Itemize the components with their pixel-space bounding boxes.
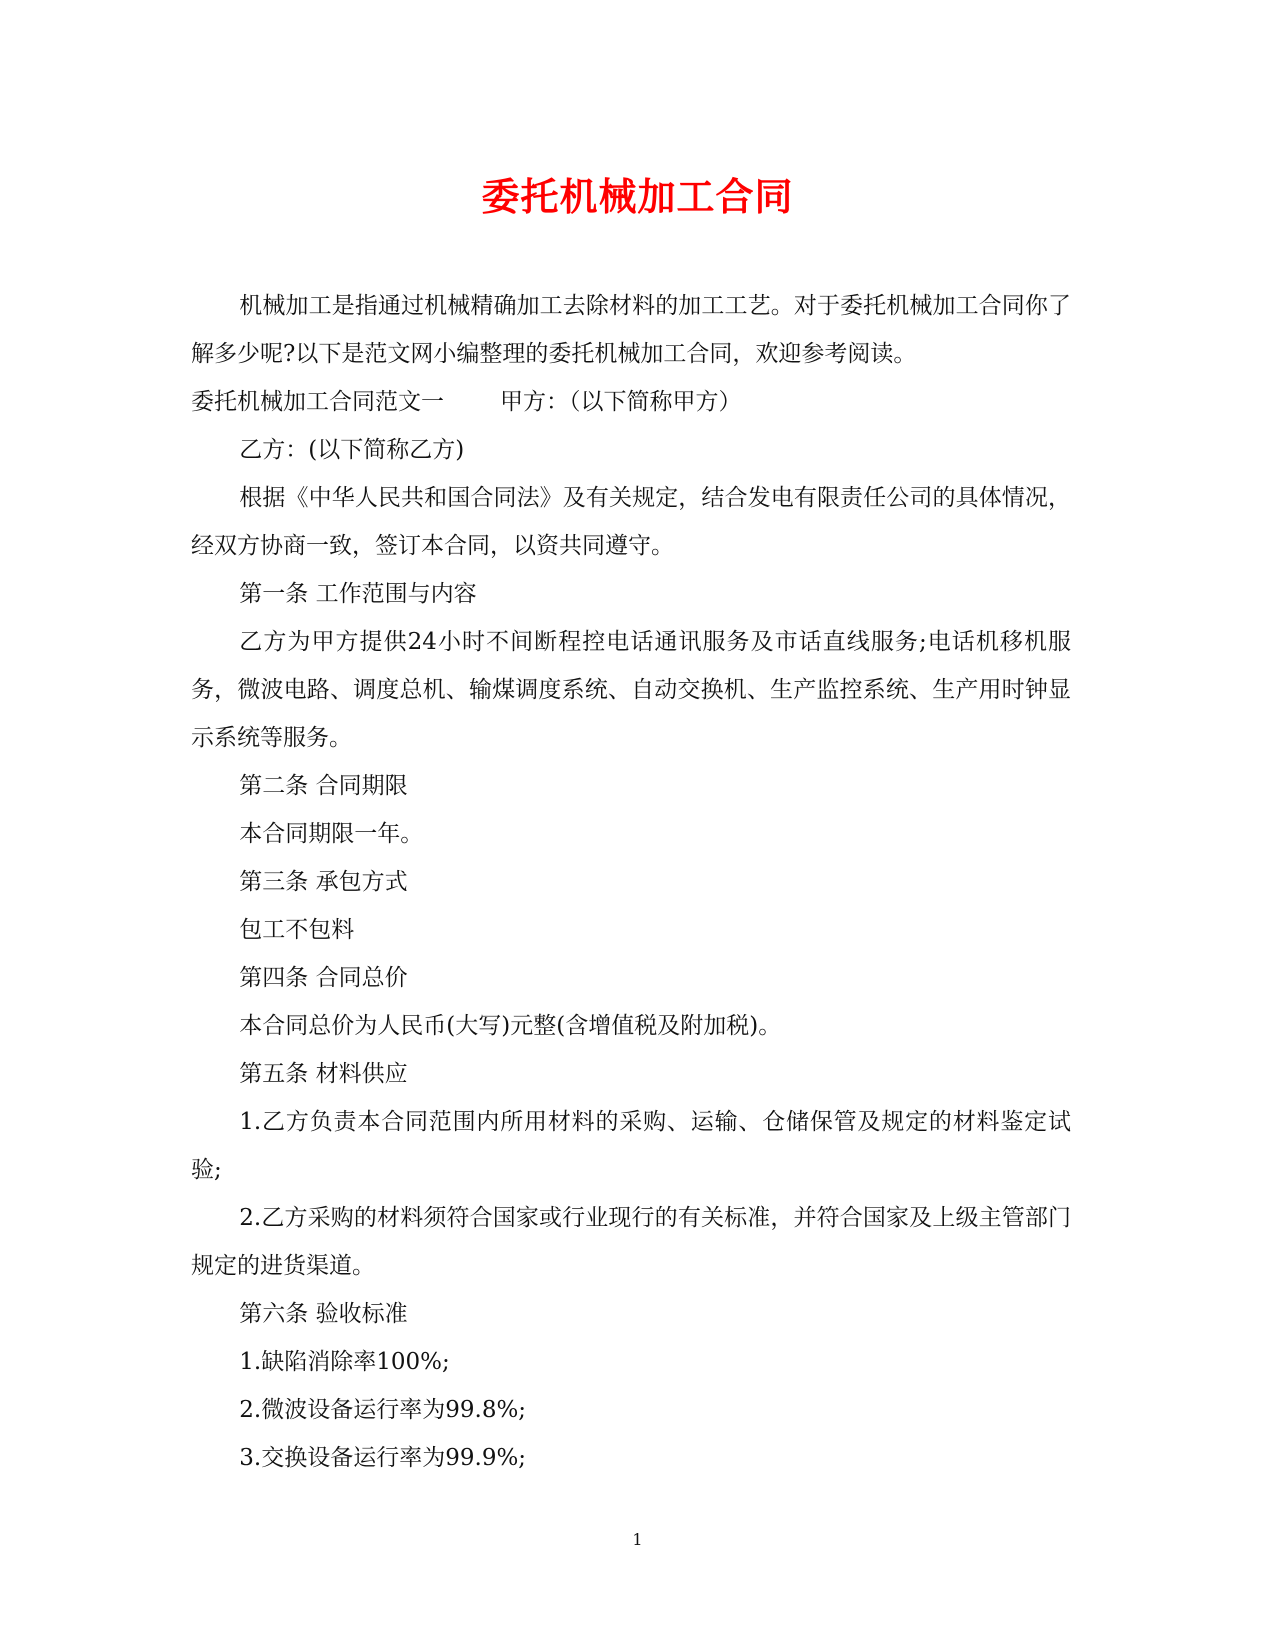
article-5-item-2: 2.乙方采购的材料须符合国家或行业现行的有关标准，并符合国家及上级主管部门规定的进货渠道。 (191, 1205, 1071, 1279)
sample-heading: 委托机械加工合同范文一 (191, 389, 444, 415)
article-2-title: 第二条 合同期限 (239, 773, 408, 799)
article-6-item-1: 1.缺陷消除率100%; (239, 1349, 450, 1375)
article-4-title: 第四条 合同总价 (239, 965, 408, 991)
article-3-body: 包工不包料 (239, 917, 355, 943)
article-5-title: 第五条 材料供应 (239, 1061, 408, 1087)
page-number: 1 (632, 1530, 643, 1549)
article-2-body: 本合同期限一年。 (239, 821, 424, 847)
article-6-title: 第六条 验收标准 (239, 1301, 408, 1327)
party-a-line: 甲方：（以下简称甲方） (500, 389, 742, 415)
article-1-body: 乙方为甲方提供24小时不间断程控电话通讯服务及市话直线服务;电话机移机服务，微波电路、调度总机、输煤调度系统、自动交换机、生产监控系统、生产用时钟显示系统等服务。 (191, 629, 1071, 751)
sample-heading-line (191, 378, 1071, 426)
intro-paragraph: 机械加工是指通过机械精确加工去除材料的加工工艺。对于委托机械加工合同你了解多少呢?以下是范文网小编整理的委托机械加工合同，欢迎参考阅读。 (191, 293, 1071, 367)
party-b-line: 乙方：(以下简称乙方) (239, 437, 465, 463)
article-5-item-1: 1.乙方负责本合同范围内所用材料的采购、运输、仓储保管及规定的材料鉴定试验; (191, 1109, 1071, 1183)
article-1-title: 第一条 工作范围与内容 (239, 581, 477, 607)
article-6-item-3: 3.交换设备运行率为99.9%; (239, 1445, 527, 1471)
article-3-title: 第三条 承包方式 (239, 869, 408, 895)
basis-paragraph: 根据《中华人民共和国合同法》及有关规定，结合发电有限责任公司的具体情况，经双方协商一致，签订本合同，以资共同遵守。 (191, 485, 1071, 559)
article-6-item-2: 2.微波设备运行率为99.8%; (239, 1397, 527, 1423)
document-title: 委托机械加工合同 (481, 174, 794, 219)
document-body (191, 282, 1071, 1482)
article-4-body: 本合同总价为人民币(大写)元整(含增值税及附加税)。 (239, 1013, 782, 1039)
